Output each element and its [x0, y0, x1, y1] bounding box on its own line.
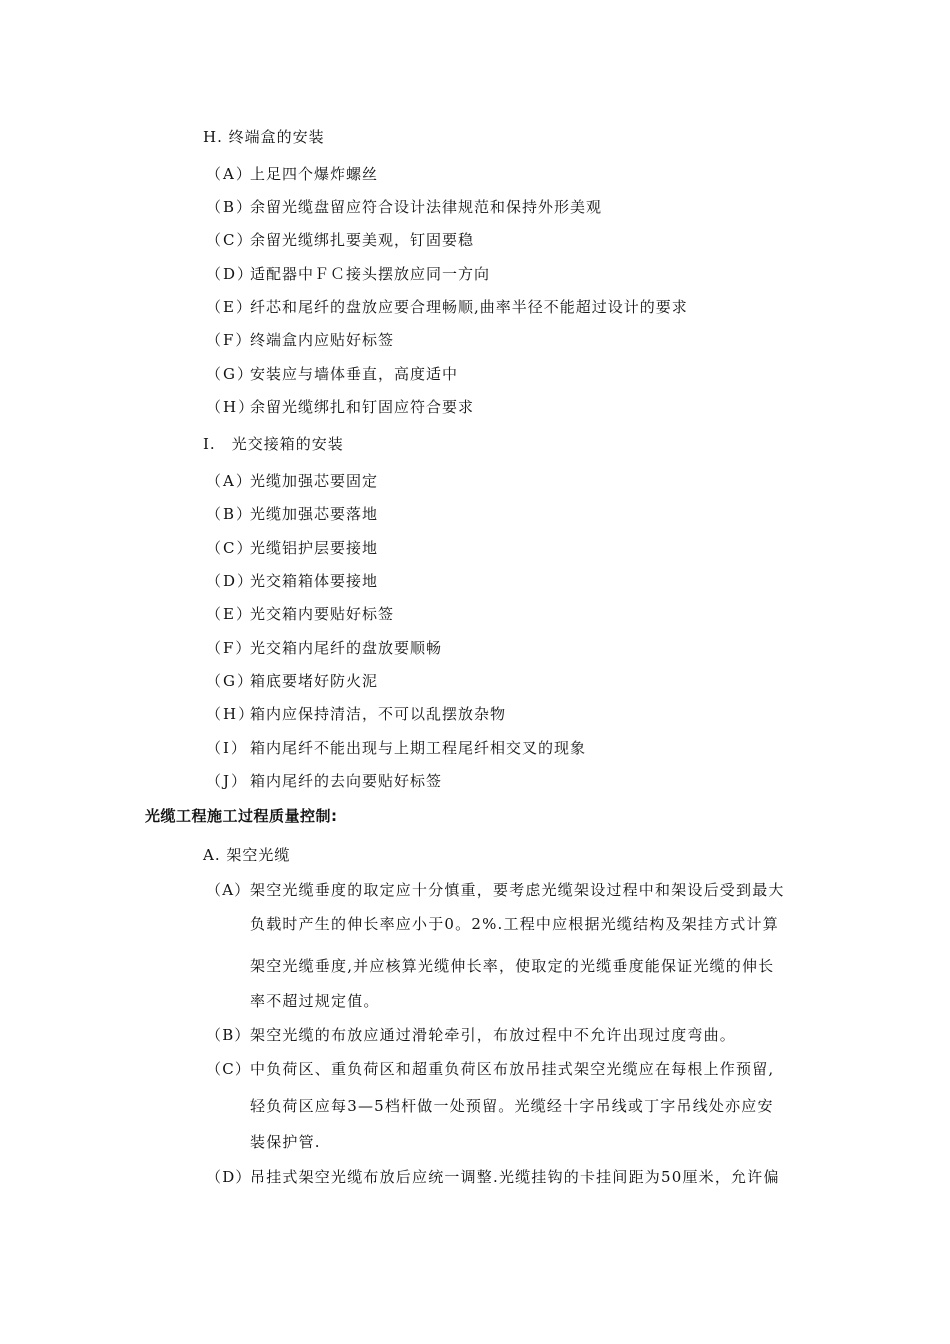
- item-text: 余留光缆盘留应符合设计法律规范和保持外形美观: [250, 198, 603, 216]
- item-marker: （A）: [206, 165, 253, 183]
- section-i-title: I. 光交接箱的安装: [203, 435, 344, 453]
- item-text: 纤芯和尾纤的盘放应要合理畅顺,曲率半径不能超过设计的要求: [250, 298, 688, 316]
- list-item: [206, 671, 378, 691]
- item-text: 箱内尾纤的去向要贴好标签: [250, 772, 443, 790]
- quality-control-heading: 光缆工程施工过程质量控制:: [145, 807, 338, 825]
- item-marker: （E）: [206, 298, 253, 316]
- item-text: 光交箱内要贴好标签: [250, 605, 395, 623]
- item-marker: （C）: [206, 231, 254, 249]
- paragraph-line: 中负荷区、重负荷区和超重负荷区布放吊挂式架空光缆应在每根上作预留,: [250, 1060, 775, 1078]
- item-marker: （H）: [206, 398, 256, 416]
- item-text: 光交箱内尾纤的盘放要顺畅: [250, 639, 443, 657]
- item-text: 上足四个爆炸螺丝: [250, 165, 379, 183]
- list-item: [206, 197, 602, 217]
- paragraph-line: 架空光缆的布放应通过滑轮牵引，布放过程中不允许出现过度弯曲。: [250, 1026, 737, 1044]
- item-marker: （H）: [206, 705, 256, 723]
- item-text: 光缆加强芯要固定: [250, 472, 379, 490]
- list-item: [206, 471, 378, 491]
- item-marker: （D）: [206, 1168, 252, 1186]
- paragraph-line: 装保护管.: [250, 1133, 321, 1151]
- paragraph-line: 架空光缆垂度,并应核算光缆伸长率，使取定的光缆垂度能保证光缆的伸长: [250, 957, 775, 975]
- paragraph-line: 负载时产生的伸长率应小于0。2%.工程中应根据光缆结构及架挂方式计算: [250, 915, 779, 933]
- list-item: [206, 297, 688, 317]
- item-marker: （A）: [206, 881, 251, 899]
- item-marker: （A）: [206, 472, 253, 490]
- item-marker: （C）: [206, 539, 254, 557]
- item-text: 光交箱箱体要接地: [250, 572, 379, 590]
- list-item: [206, 164, 378, 184]
- item-text: 余留光缆绑扎要美观，钉固要稳: [250, 231, 475, 249]
- item-marker: （B）: [206, 198, 254, 216]
- paragraph-line: 轻负荷区应每3—5档杆做一处预留。光缆经十字吊线或丁字吊线处亦应安: [250, 1097, 774, 1115]
- list-item: [206, 738, 586, 758]
- list-item: [206, 504, 378, 524]
- item-marker: （G）: [206, 365, 254, 383]
- item-marker: （J）: [206, 772, 249, 790]
- item-marker: （B）: [206, 1026, 251, 1044]
- item-marker: （F）: [206, 639, 253, 657]
- list-item: [206, 364, 458, 384]
- list-item: [206, 571, 378, 591]
- paragraph-line: 架空光缆垂度的取定应十分慎重，要考虑光缆架设过程中和架设后受到最大: [250, 881, 785, 899]
- item-text: 光缆铝护层要接地: [250, 539, 379, 557]
- list-item: [206, 330, 394, 350]
- section-h-title: H. 终端盒的安装: [203, 128, 325, 146]
- paragraph-line: 率不超过规定值。: [250, 992, 380, 1010]
- list-item: [206, 704, 506, 724]
- item-marker: （G）: [206, 672, 254, 690]
- list-item: [206, 264, 490, 284]
- item-marker: （C）: [206, 1060, 252, 1078]
- item-text: 余留光缆绑扎和钉固应符合要求: [250, 398, 475, 416]
- item-text: 安装应与墙体垂直，高度适中: [250, 365, 459, 383]
- item-text: 箱底要堵好防火泥: [250, 672, 379, 690]
- item-text: 箱内应保持清洁，不可以乱摆放杂物: [250, 705, 507, 723]
- item-marker: （E）: [206, 605, 253, 623]
- list-item: [206, 538, 378, 558]
- item-text: 终端盒内应贴好标签: [250, 331, 395, 349]
- list-item: [206, 230, 474, 250]
- section-a-title: A. 架空光缆: [203, 846, 291, 864]
- list-item: [206, 638, 442, 658]
- paragraph-line: 吊挂式架空光缆布放后应统一调整.光缆挂钩的卡挂间距为50厘米，允许偏: [250, 1168, 780, 1186]
- item-marker: （B）: [206, 505, 254, 523]
- item-text: 光缆加强芯要落地: [250, 505, 379, 523]
- item-marker: （D）: [206, 265, 255, 283]
- item-marker: （D）: [206, 572, 255, 590]
- item-marker: （I）: [206, 739, 248, 757]
- item-text: 箱内尾纤不能出现与上期工程尾纤相交叉的现象: [250, 739, 587, 757]
- item-marker: （F）: [206, 331, 253, 349]
- list-item: [206, 397, 474, 417]
- item-text: 适配器中ＦＣ接头摆放应同一方向: [250, 265, 491, 283]
- list-item: [206, 771, 442, 791]
- list-item: [206, 604, 394, 624]
